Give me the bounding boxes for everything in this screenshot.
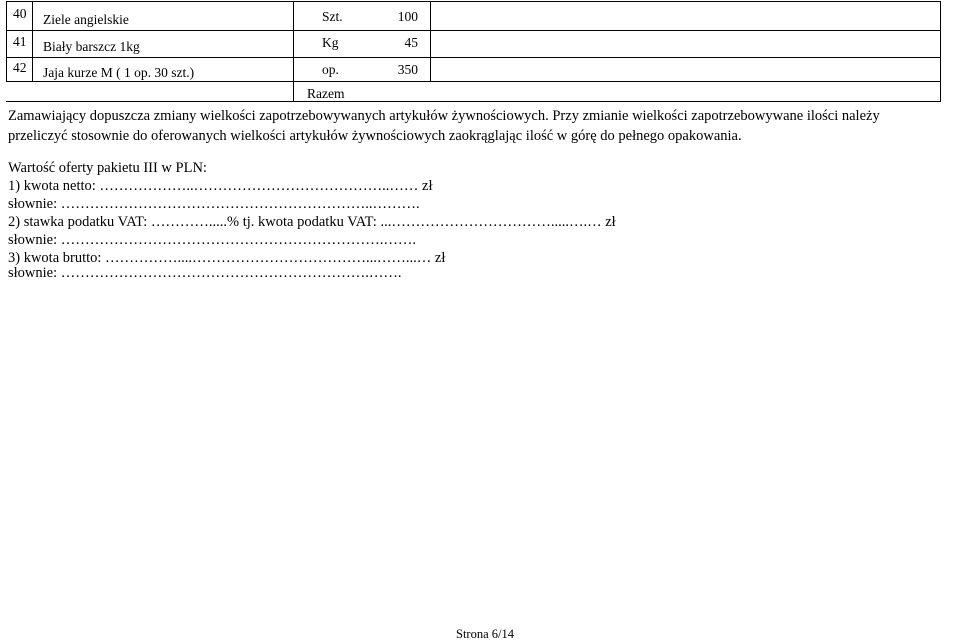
col-divider (32, 1, 33, 81)
row-number: 40 (13, 6, 27, 21)
col-divider (430, 1, 431, 81)
row-number: 41 (13, 34, 27, 49)
gross-amount-line: 3) kwota brutto: ……………....………………………………...……...… zł (8, 250, 446, 266)
offer-heading: Wartość oferty pakietu III w PLN: (8, 160, 207, 176)
total-label: Razem (307, 86, 345, 101)
quantity: 100 (397, 9, 418, 24)
row-divider (6, 81, 941, 82)
product-name: Biały barszcz 1kg (43, 39, 140, 54)
row-divider (6, 57, 941, 58)
quantity: 350 (397, 62, 418, 77)
items-table (6, 1, 941, 102)
net-amount-line: 1) kwota netto: ………………..…………………………………..…… zł (8, 178, 433, 194)
product-name: Jaja kurze M ( 1 op. 30 szt.) (43, 65, 195, 80)
col-divider (293, 1, 294, 101)
row-divider (6, 30, 941, 31)
unit: Szt. (322, 9, 343, 24)
col-divider (6, 1, 7, 81)
page-number: Strona 6/14 (456, 627, 514, 641)
vat-words-line: słownie: ………………………………………………………….……. (8, 232, 417, 248)
row-divider (6, 1, 941, 2)
gross-amount-words-line: słownie: ……………………………………………………….……. (8, 265, 402, 281)
net-amount-words-line: słownie: ………………………………………………………..………. (8, 196, 420, 212)
col-divider (940, 1, 941, 101)
row-divider (6, 101, 941, 102)
note-line: Zamawiający dopuszcza zmiany wielkości zapotrzebowywanych artykułów żywnościowych. Przy zmianie wielkości zapotrzebowywane ilości należy (8, 108, 880, 124)
note-line: przeliczyć stosownie do oferowanych wielkości artykułów żywnościowych zaokrąglając ilość w górę do pełnego opakowania. (8, 128, 742, 144)
row-number: 42 (13, 60, 27, 75)
unit: op. (322, 62, 339, 77)
unit: Kg (322, 35, 339, 50)
product-name: Ziele angielskie (43, 12, 129, 27)
quantity: 45 (404, 35, 418, 50)
vat-line: 2) stawka podatku VAT: ………….....% tj. kwota podatku VAT: ...…………………………….....….… zł (8, 214, 616, 230)
